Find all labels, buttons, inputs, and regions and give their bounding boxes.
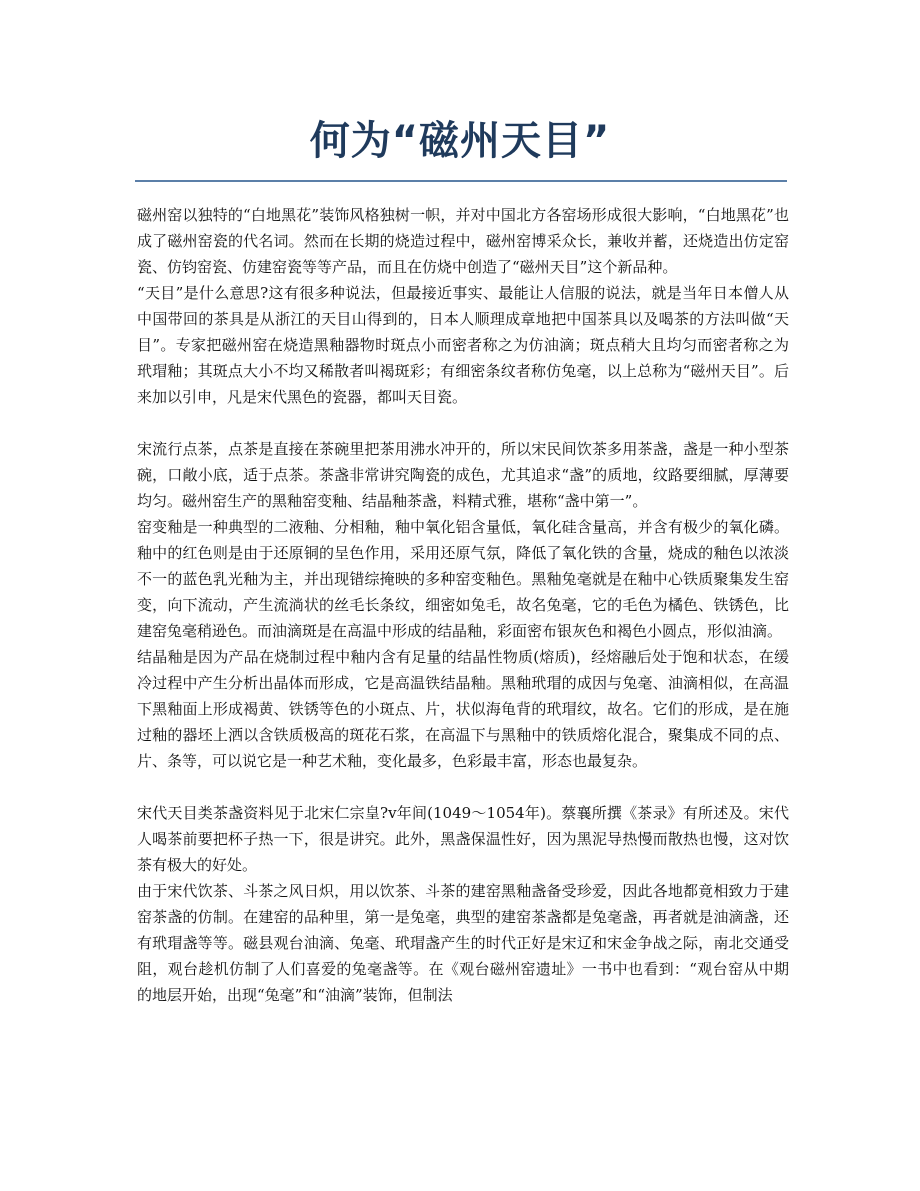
paragraph-crystal-glaze: 结晶釉是因为产品在烧制过程中釉内含有足量的结晶性物质(熔质)，经熔融后处于饱和状态，在缓冷过程中产生分析出晶体而形成，它是高温铁结晶釉。黑釉玳瑁的成因与兔毫、油滴相似，在高温下黑釉面上形成褐黄、铁锈等色的小斑点、片，状似海龟背的玳瑁纹，故名。它们的形成，是在施过釉的器坯上洒以含铁质极高的斑花石浆，在高温下与黑釉中的铁质熔化混合，聚集成不同的点、片、条等，可以说它是一种艺术釉，变化最多，色彩最丰富，形态也最复杂。 xyxy=(137,648,789,770)
paragraph-intro: 磁州窑以独特的“白地黑花”装饰风格独树一帜，并对中国北方各窑场形成很大影响，“白地黑花”也成了磁州窑瓷的代名词。然而在长期的烧造过程中，磁州窑博采众长，兼收并蓄，还烧造出仿定窑瓷、仿钧窑瓷、仿建窑瓷等等产品，而且在仿烧中创造了“磁州天目”这个新品种。 xyxy=(137,206,789,276)
title-divider xyxy=(135,180,787,182)
paragraph-kiln-glaze: 窑变釉是一种典型的二液釉、分相釉，釉中氧化铝含量低，氧化硅含量高，并含有极少的氧化磷。釉中的红色则是由于还原铜的呈色作用，采用还原气氛，降低了氧化铁的含量，烧成的釉色以浓淡不一的蓝色乳光釉为主，并出现错综掩映的多种窑变釉色。黑釉兔毫就是在釉中心铁质聚集发生窑变，向下流动，产生流淌状的丝毛长条纹，细密如兔毛，故名兔毫，它的毛色为橘色、铁锈色，比建窑兔毫稍逊色。而油滴斑是在高温中形成的结晶釉，彩面密布银灰色和褐色小圆点，形似油滴。 xyxy=(137,518,789,640)
paragraph-song-tea: 宋流行点茶，点茶是直接在茶碗里把茶用沸水冲开的，所以宋民间饮茶多用茶盏，盏是一种小型茶碗，口敞小底，适于点茶。茶盏非常讲究陶瓷的成色，尤其追求“盏”的质地，纹路要细腻，厚薄要均匀。磁州窑生产的黑釉窑变釉、结晶釉茶盏，料精式雅，堪称“盏中第一”。 xyxy=(137,440,789,510)
paragraph-gap xyxy=(137,410,789,436)
paragraph-song-records: 宋代天目类茶盏资料见于北宋仁宗皇?v年间(1049～1054年)。蔡襄所撰《茶录》有所述及。宋代人喝茶前要把杯子热一下，很是讲究。此外，黑盏保温性好，因为黑泥导热慢而散热也慢，这对饮茶有极大的好处。 xyxy=(137,804,789,874)
paragraph-gap xyxy=(137,774,789,800)
page-title: 何为“磁州天目” xyxy=(309,118,611,164)
article-body xyxy=(137,202,789,1008)
paragraph-imitation: 由于宋代饮茶、斗茶之风日炽，用以饮茶、斗茶的建窑黑釉盏备受珍爱，因此各地都竟相致力于建窑茶盏的仿制。在建窑的品种里，第一是兔毫，典型的建窑茶盏都是兔毫盏，再者就是油滴盏，还有玳瑁盏等等。磁县观台油滴、兔毫、玳瑁盏产生的时代正好是宋辽和宋金争战之际，南北交通受阻，观台趁机仿制了人们喜爱的兔毫盏等。在《观台磁州窑遗址》一书中也看到：“观台窑从中期的地层开始，出现“兔毫”和“油滴”装饰，但制法 xyxy=(137,882,789,1004)
paragraph-tianmu-meaning: “天目”是什么意思?这有很多种说法，但最接近事实、最能让人信服的说法，就是当年日本僧人从中国带回的茶具是从浙江的天目山得到的，日本人顺理成章地把中国茶具以及喝茶的方法叫做“天目”。专家把磁州窑在烧造黑釉器物时斑点小而密者称之为仿油滴；斑点稍大且均匀而密者称之为玳瑁釉；其斑点大小不均又稀散者叫褐斑彩；有细密条纹者称仿兔毫，以上总称为“磁州天目”。后来加以引申，凡是宋代黑色的瓷器，都叫天目瓷。 xyxy=(137,284,789,406)
